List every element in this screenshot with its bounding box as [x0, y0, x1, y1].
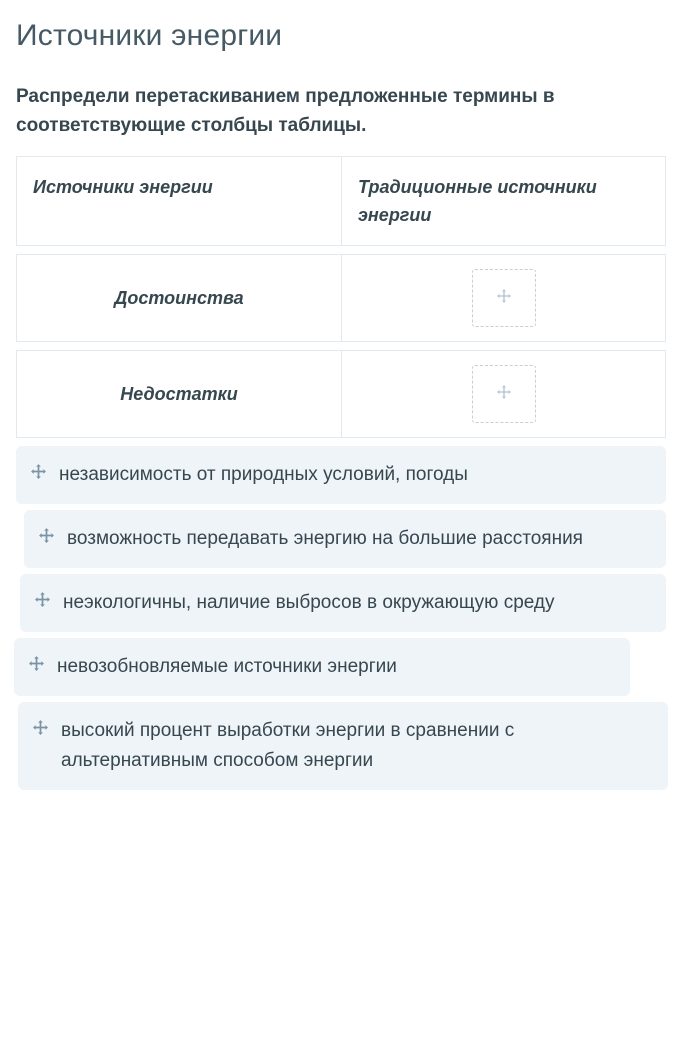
dropzone-advantages[interactable] — [472, 269, 536, 327]
classification-table — [0, 140, 682, 438]
list-item[interactable] — [18, 702, 668, 790]
move-icon — [496, 384, 512, 404]
table-row — [16, 350, 666, 438]
dropzone-inner-disadvantages — [476, 369, 532, 419]
move-icon — [496, 288, 512, 308]
dropzone-inner-advantages — [476, 273, 532, 323]
drag-handle-icon[interactable] — [38, 524, 55, 554]
dropzone-container-disadvantages — [358, 365, 649, 423]
row-label-disadvantages: Недостатки — [120, 383, 238, 404]
table-header-row — [16, 156, 666, 246]
term-label: независимость от природных условий, погоды — [59, 464, 468, 485]
table-row — [16, 254, 666, 342]
task-instructions: Распредели перетаскиванием предложенные термины в соответствующие столбцы таблицы. — [16, 86, 555, 136]
list-item[interactable] — [24, 510, 666, 568]
row-label-cell-advantages — [17, 255, 342, 341]
table-header-cell-2 — [342, 157, 665, 245]
drag-handle-icon[interactable] — [34, 588, 51, 618]
list-item[interactable] — [14, 638, 630, 696]
drag-handle-icon[interactable] — [32, 716, 49, 746]
list-item[interactable] — [20, 574, 666, 632]
term-label: высокий процент выработки энергии в сравнении с альтернативным способом энергии — [61, 720, 515, 771]
term-label: неэкологичны, наличие выбросов в окружающую среду — [63, 592, 555, 613]
row-label-cell-disadvantages — [17, 351, 342, 437]
drag-handle-icon[interactable] — [30, 460, 47, 490]
table-header-label-1: Источники энергии — [33, 177, 213, 197]
drag-handle-icon[interactable] — [28, 652, 45, 682]
row-label-advantages: Достоинства — [114, 287, 244, 308]
draggable-terms-list — [0, 446, 682, 790]
page-title: Источники энергии — [16, 19, 283, 52]
row-dropzone-cell-disadvantages[interactable] — [342, 351, 665, 437]
list-item[interactable] — [16, 446, 666, 504]
table-header-cell-1 — [17, 157, 342, 245]
row-dropzone-cell-advantages[interactable] — [342, 255, 665, 341]
term-label: невозобновляемые источники энергии — [57, 656, 397, 677]
table-header-label-2: Традиционные источники энергии — [358, 177, 597, 225]
dropzone-disadvantages[interactable] — [472, 365, 536, 423]
dropzone-container-advantages — [358, 269, 649, 327]
term-label: возможность передавать энергию на большие расстояния — [67, 528, 583, 549]
